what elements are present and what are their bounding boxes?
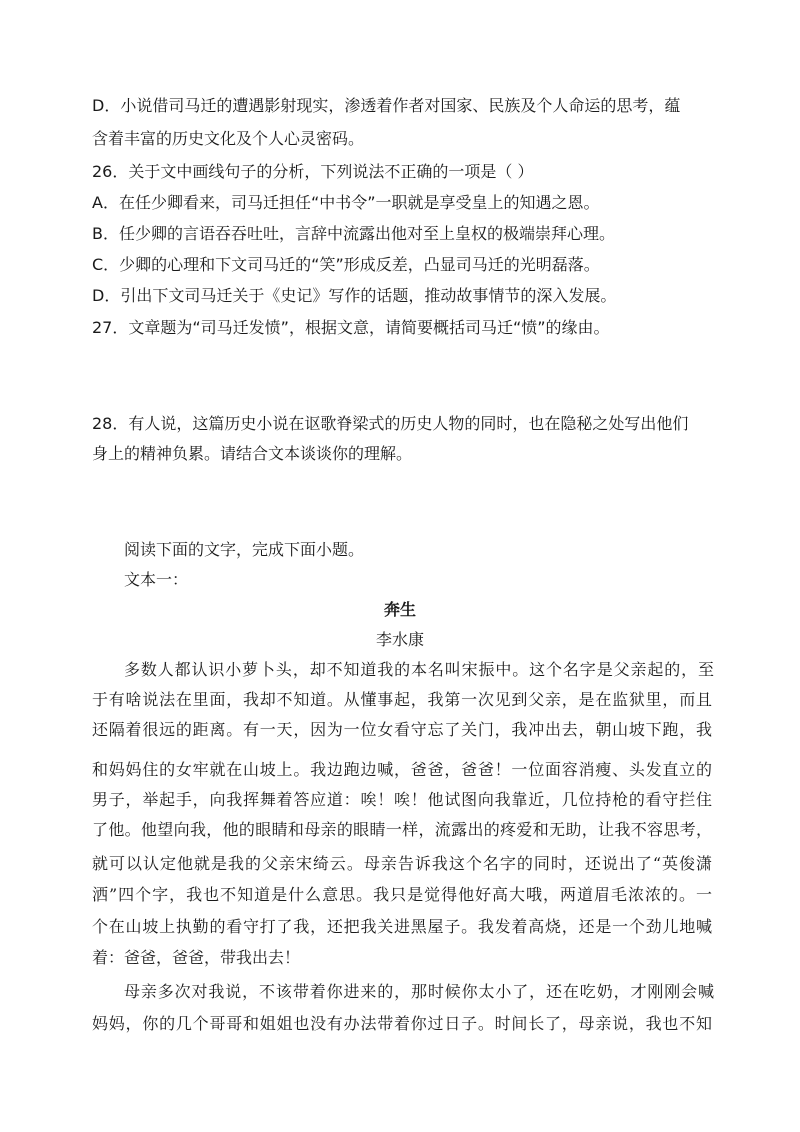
option-25-d-line2: 含着丰富的历史文化及个人心灵密码。 [92, 129, 365, 148]
paragraph-1-line: 着：爸爸，爸爸，带我出去！ [92, 948, 301, 967]
question-26-option-a: A．在任少卿看来，司马迁担任“中书令”一职就是享受皇上的知遇之恩。 [92, 193, 600, 212]
paragraph-1-line: 于有啥说法在里面，我却不知道。从懂事起，我第一次见到父亲，是在监狱里，而且 [92, 690, 712, 709]
question-27: 27．文章题为“司马迁发愤”，根据文意，请简要概括司马迁“愤”的缘由。 [92, 318, 610, 337]
paragraph-1-line: 多数人都认识小萝卜头，却不知道我的本名叫宋振中。这个名字是父亲起的，至 [124, 660, 714, 679]
option-25-d-line1: D．小说借司马迁的遭遇影射现实，渗透着作者对国家、民族及个人命运的思考，蕴 [92, 96, 681, 115]
reading-instruction: 阅读下面的文字，完成下面小题。 [124, 540, 365, 559]
question-26-option-d: D．引出下文司马迁关于《史记》写作的话题，推动故事情节的深入发展。 [92, 286, 617, 305]
paragraph-2-line: 母亲多次对我说，不该带着你进来的，那时候你太小了，还在吃奶，才刚刚会喊 [124, 982, 714, 1001]
paragraph-1-line: 洒”四个字，我也不知道是什么意思。我只是觉得他好高大哦，两道眉毛浓浓的。一 [92, 885, 712, 904]
paragraph-1-line: 就可以认定他就是我的父亲宋绮云。母亲告诉我这个名字的同时，还说出了“英俊潇 [92, 854, 712, 873]
question-26-stem: 26．关于文中画线句子的分析，下列说法不正确的一项是（ ） [92, 162, 534, 181]
paragraph-1-line: 男子，举起手，向我挥舞着答应道：唉！唉！他试图向我靠近，几位持枪的看守拦住 [92, 790, 712, 809]
question-28-line2: 身上的精神负累。请结合文本谈谈你的理解。 [92, 444, 413, 463]
article-title: 奔生 [383, 600, 416, 619]
question-26-option-c: C．少卿的心理和下文司马迁的“笑”形成反差，凸显司马迁的光明磊落。 [92, 255, 600, 274]
text-label: 文本一： [124, 570, 189, 589]
paragraph-1-line: 个在山坡上执勤的看守打了我，还把我关进黑屋子。我发着高烧，还是一个劲儿地喊 [92, 917, 712, 936]
question-28-line1: 28．有人说，这篇历史小说在讴歌脊梁式的历史人物的同时，也在隐秘之处写出他们 [92, 414, 689, 433]
article-author: 李水康 [375, 630, 424, 649]
paragraph-1-line: 还隔着很远的距离。有一天，因为一位女看守忘了关门，我冲出去，朝山坡下跑，我 [92, 720, 712, 739]
question-26-option-b: B．任少卿的言语吞吞吐吐，言辞中流露出他对至上皇权的极端崇拜心理。 [92, 224, 615, 243]
paragraph-1-line: 了他。他望向我，他的眼睛和母亲的眼睛一样，流露出的疼爱和无助，让我不容思考， [92, 820, 712, 839]
paragraph-1-line: 和妈妈住的女牢就在山坡上。我边跑边喊，爸爸，爸爸！一位面容消瘦、头发直立的 [92, 760, 712, 779]
paragraph-2-line: 妈妈，你的几个哥哥和姐姐也没有办法带着你过日子。时间长了，母亲说，我也不知 [92, 1014, 712, 1033]
